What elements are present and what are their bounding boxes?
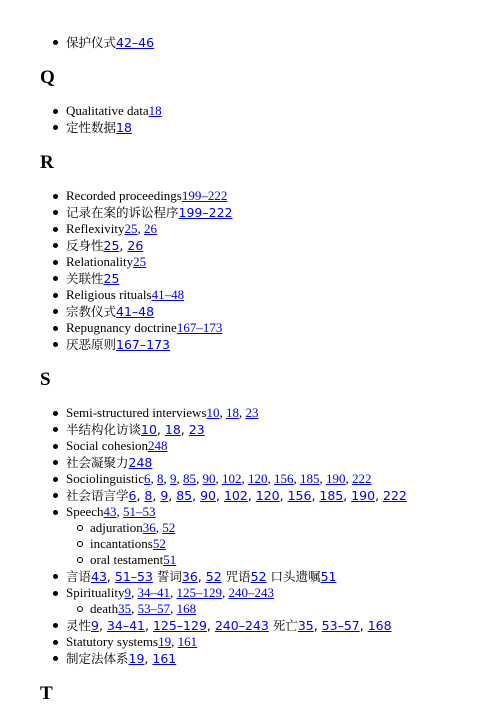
section-spacer: [0, 391, 500, 405]
ref-separator: ,: [238, 405, 246, 420]
ref-separator: ,: [155, 520, 163, 535]
ref-separator: ,: [215, 471, 222, 486]
entry-term: 厌恶原则: [66, 337, 117, 352]
page-ref-link[interactable]: 240–243: [228, 585, 274, 600]
page-ref-link[interactable]: 222: [352, 471, 372, 486]
page-ref-link[interactable]: 167–173: [176, 320, 223, 335]
ref-separator: ,: [343, 488, 352, 503]
index-entry: [66, 270, 500, 287]
ref-separator: ,: [359, 618, 368, 633]
page-ref-link[interactable]: 161: [177, 634, 198, 649]
page-ref-link[interactable]: 222: [383, 488, 407, 503]
page-ref-link[interactable]: 190: [351, 488, 376, 503]
page-ref-link[interactable]: 90: [200, 488, 216, 503]
page-ref-link[interactable]: 25: [103, 238, 120, 253]
subentry-list: [66, 520, 500, 568]
index-entry: [66, 438, 500, 454]
ref-separator: ,: [293, 471, 300, 486]
ref-separator: ,: [345, 471, 352, 486]
ref-separator: ,: [98, 618, 107, 633]
entry-subterm: 誓词: [152, 569, 182, 584]
page-ref-link[interactable]: 18: [116, 120, 132, 135]
page-ref-link[interactable]: 156: [274, 471, 294, 486]
page-ref-link[interactable]: 41–48: [116, 304, 155, 319]
page-ref-link[interactable]: 120: [255, 488, 280, 503]
page-ref-link[interactable]: 26: [127, 238, 144, 253]
entry-term: Reflexivity: [66, 221, 125, 236]
index-entry: [66, 303, 500, 320]
index-entry: [66, 421, 500, 438]
entry-subterm: 口头遗嘱: [266, 569, 321, 584]
page-ref-link[interactable]: 52: [162, 520, 176, 535]
ref-separator: ,: [144, 618, 153, 633]
entry-term: Repugnancy doctrine: [66, 320, 177, 335]
ref-separator: ,: [106, 569, 115, 584]
entry-term: 记录在案的诉讼程序: [66, 205, 179, 220]
page-ref-link[interactable]: 25: [124, 221, 138, 236]
page-ref-link[interactable]: 35: [297, 618, 314, 633]
ref-separator: ,: [222, 585, 229, 600]
ref-separator: ,: [163, 471, 170, 486]
subentry-term: oral testament: [90, 552, 164, 567]
page-ref-link[interactable]: 8: [144, 488, 153, 503]
page-ref-link[interactable]: 185: [319, 488, 344, 503]
ref-separator: ,: [144, 651, 153, 666]
page-ref-link[interactable]: 168: [176, 601, 197, 616]
index-entry: [66, 504, 500, 568]
page-ref-link[interactable]: 52: [152, 536, 166, 551]
page-ref-link[interactable]: 43: [103, 504, 117, 519]
page-ref-link[interactable]: 23: [245, 405, 259, 420]
page-ref-link[interactable]: 125–129: [176, 585, 222, 600]
subentry: [90, 520, 500, 536]
entry-term: Statutory systems: [66, 634, 159, 649]
page-ref-link[interactable]: 102: [223, 488, 248, 503]
ref-separator: ,: [206, 618, 215, 633]
page-ref-link[interactable]: 23: [188, 422, 205, 437]
page-ref-link[interactable]: 6: [128, 488, 137, 503]
page-ref-link[interactable]: 52: [205, 569, 222, 584]
section-letter-heading: S: [40, 369, 51, 390]
page-ref-link[interactable]: 9: [160, 488, 169, 503]
index-entry: [66, 471, 500, 487]
page-ref-link[interactable]: 168: [367, 618, 392, 633]
ref-separator: ,: [192, 488, 201, 503]
page-ref-link[interactable]: 9: [91, 618, 99, 633]
page-ref-link[interactable]: 190: [326, 471, 346, 486]
page-ref-link[interactable]: 167–173: [116, 337, 170, 352]
entry-term: Religious rituals: [66, 287, 152, 302]
index-entry: [66, 254, 500, 270]
page-ref-link[interactable]: 240–243: [214, 618, 269, 633]
index-entry: [66, 320, 500, 336]
page-ref-link[interactable]: 10: [141, 422, 157, 437]
subentry-list: [66, 601, 500, 617]
section-spacer: [0, 136, 500, 152]
index-entry-list: [0, 188, 500, 353]
section-letter-heading: T: [40, 683, 53, 704]
page-ref-link[interactable]: 9: [124, 585, 131, 600]
section-spacer: [0, 353, 500, 369]
subentry-term: adjuration: [90, 520, 143, 535]
entry-term: Speech: [66, 504, 104, 519]
page-ref-link[interactable]: 156: [287, 488, 312, 503]
ref-separator: ,: [247, 488, 256, 503]
index-entry: [66, 568, 500, 585]
entry-term: Recorded proceedings: [66, 188, 182, 203]
entry-term: 半结构化访谈: [66, 422, 142, 437]
page-ref-link[interactable]: 85: [176, 488, 193, 503]
entry-term: 宗教仪式: [66, 304, 117, 319]
page-ref-link[interactable]: 36: [142, 520, 156, 535]
page-ref-link[interactable]: 43: [91, 569, 107, 584]
entry-subterm: 咒语: [221, 569, 251, 584]
page-ref-link[interactable]: 248: [147, 438, 168, 453]
page-ref-link[interactable]: 185: [300, 471, 320, 486]
index-entry: [66, 336, 500, 353]
index-entry: [66, 204, 500, 221]
section-spacer: [0, 174, 500, 188]
ref-separator: ,: [168, 488, 177, 503]
entry-term: Spirituality: [66, 585, 125, 600]
ref-separator: ,: [150, 471, 157, 486]
ref-separator: ,: [241, 471, 248, 486]
page-ref-link[interactable]: 53–57: [137, 601, 171, 616]
index-entry: [66, 650, 500, 667]
subentry-term: death: [90, 601, 119, 616]
entry-term: Semi-structured interviews: [66, 405, 207, 420]
page-ref-link[interactable]: 51–53: [114, 569, 153, 584]
ref-separator: ,: [131, 585, 138, 600]
page-ref-link[interactable]: 8: [157, 471, 164, 486]
subentry-term: incantations: [90, 536, 153, 551]
ref-separator: ,: [176, 471, 183, 486]
index-entry: [66, 221, 500, 237]
index-entry: [66, 34, 500, 51]
ref-separator: ,: [267, 471, 274, 486]
index-entry: [66, 237, 500, 254]
index-entry: [66, 585, 500, 617]
page-ref-link[interactable]: 41–48: [151, 287, 185, 302]
page-ref-link[interactable]: 9: [170, 471, 177, 486]
page-ref-link[interactable]: 53–57: [321, 618, 360, 633]
entry-term: 反身性: [66, 238, 104, 253]
index-entry-list: [0, 405, 500, 667]
entry-term: Relationality: [66, 254, 134, 269]
ref-separator: ,: [136, 488, 145, 503]
index-entry: [66, 188, 500, 204]
page-ref-link[interactable]: 18: [225, 405, 239, 420]
page-ref-link[interactable]: 161: [152, 651, 177, 666]
index-entry: [66, 103, 500, 119]
entry-term: 言语: [66, 569, 92, 584]
ref-separator: ,: [311, 488, 320, 503]
section-letter-heading: Q: [40, 67, 55, 88]
entry-term: 保护仪式: [66, 35, 117, 50]
index-entry: [66, 287, 500, 303]
page-ref-link[interactable]: 51: [163, 552, 177, 567]
ref-separator: ,: [152, 488, 161, 503]
subentry: [90, 552, 500, 568]
page-ref-link[interactable]: 19: [128, 651, 145, 666]
entry-term: Qualitative data: [66, 103, 149, 118]
page-ref-link[interactable]: 18: [148, 103, 162, 118]
page-ref-link[interactable]: 120: [248, 471, 268, 486]
index-entry-list: [0, 103, 500, 136]
ref-separator: ,: [116, 504, 124, 519]
page-ref-link[interactable]: 6: [144, 471, 151, 486]
ref-separator: ,: [170, 585, 177, 600]
page-ref-link[interactable]: 85: [183, 471, 196, 486]
page-ref-link[interactable]: 34–41: [137, 585, 170, 600]
section-letter-heading: R: [40, 152, 54, 173]
entry-term: 灵性: [66, 618, 92, 633]
index-entry: [66, 617, 500, 634]
page-ref-link[interactable]: 26: [144, 221, 157, 236]
ref-separator: ,: [219, 405, 226, 420]
page-ref-link[interactable]: 248: [128, 455, 153, 470]
page-ref-link[interactable]: 125–129: [152, 618, 207, 633]
ref-separator: ,: [319, 471, 326, 486]
page-ref-link[interactable]: 52: [250, 569, 267, 584]
page-ref-link[interactable]: 19: [158, 634, 172, 649]
subentry: [90, 536, 500, 552]
ref-separator: ,: [197, 569, 206, 584]
entry-term: 定性数据: [66, 120, 117, 135]
page-ref-link[interactable]: 25: [103, 271, 120, 286]
ref-separator: ,: [196, 471, 203, 486]
ref-separator: ,: [131, 601, 138, 616]
ref-separator: ,: [119, 238, 128, 253]
page-ref-link[interactable]: 18: [164, 422, 181, 437]
page-ref-link[interactable]: 51: [320, 569, 337, 584]
page-ref-link[interactable]: 51–53: [123, 504, 156, 519]
ref-separator: ,: [156, 422, 165, 437]
entry-term: 制定法体系: [66, 651, 129, 666]
ref-separator: ,: [170, 601, 177, 616]
entry-term: 关联性: [66, 271, 104, 286]
index-entry: [66, 487, 500, 504]
entry-term: 社会语言学: [66, 488, 129, 503]
page-ref-link[interactable]: 199–222: [181, 188, 228, 203]
ref-separator: ,: [279, 488, 288, 503]
page-ref-link[interactable]: 36: [181, 569, 198, 584]
page-ref-link[interactable]: 10: [206, 405, 220, 420]
page-ref-link[interactable]: 199–222: [178, 205, 233, 220]
entry-term: 社会凝聚力: [66, 455, 129, 470]
entry-term: Sociolinguistic: [66, 471, 144, 486]
ref-separator: ,: [375, 488, 384, 503]
ref-separator: ,: [216, 488, 224, 503]
entry-term: Social cohesion: [66, 438, 148, 453]
subentry: [90, 601, 500, 617]
entry-subterm: 死亡: [268, 618, 298, 633]
index-entry: [66, 119, 500, 136]
ref-separator: ,: [137, 221, 144, 236]
ref-separator: ,: [313, 618, 322, 633]
index-entry: [66, 454, 500, 471]
section-spacer: [0, 667, 500, 683]
page-ref-link[interactable]: 102: [222, 471, 242, 486]
index-entry-list: [0, 34, 500, 51]
index-entry: [66, 405, 500, 421]
section-spacer: [0, 89, 500, 103]
page-ref-link[interactable]: 34–41: [106, 618, 145, 633]
ref-separator: ,: [180, 422, 189, 437]
index-entry: [66, 634, 500, 650]
page-ref-link[interactable]: 42–46: [116, 35, 155, 50]
page-ref-link[interactable]: 35: [118, 601, 132, 616]
page-ref-link[interactable]: 25: [133, 254, 147, 269]
page-ref-link[interactable]: 90: [202, 471, 216, 486]
section-spacer: [0, 51, 500, 67]
ref-separator: ,: [171, 634, 178, 649]
